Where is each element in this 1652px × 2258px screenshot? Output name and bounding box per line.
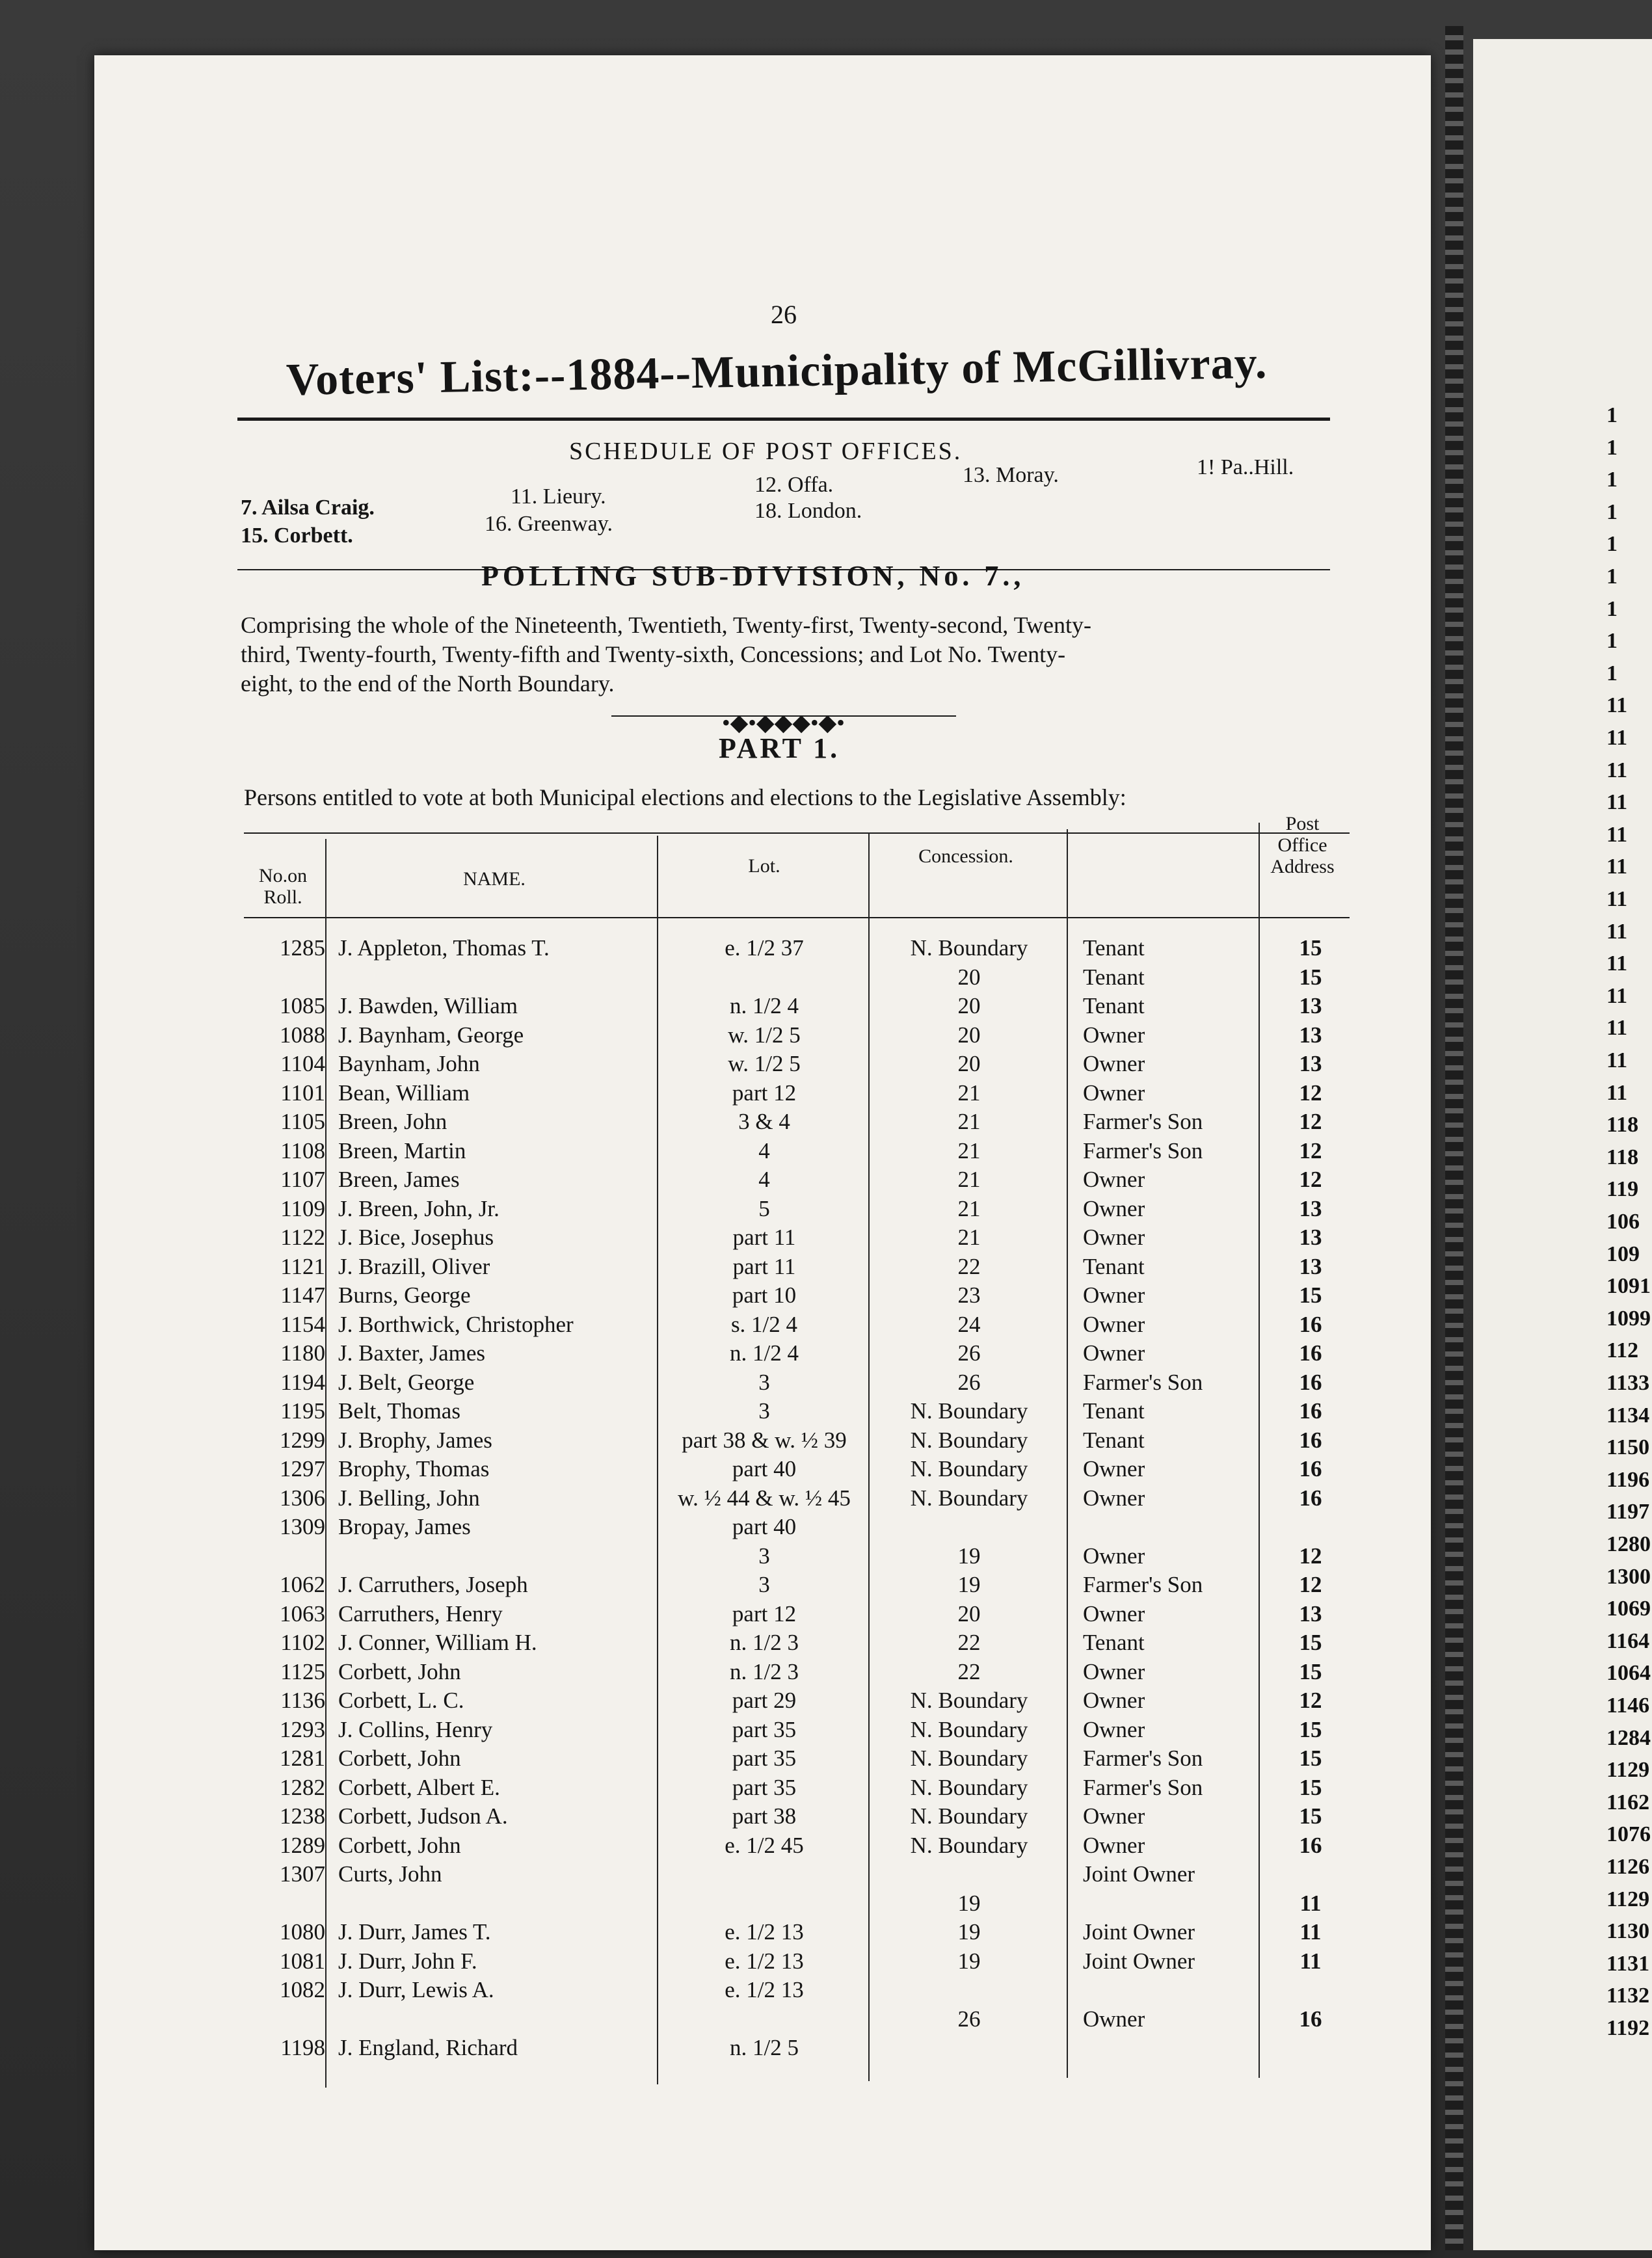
cell-po: 15 xyxy=(1299,1774,1322,1800)
cell-po: 15 xyxy=(1299,1716,1322,1742)
adjacent-roll-number: 1 xyxy=(1606,661,1618,685)
cell-po: 12 xyxy=(1299,1688,1322,1713)
cell-po: 15 xyxy=(1299,1803,1322,1829)
cell-name: J. England, Richard xyxy=(338,2035,518,2060)
cell-po: 16 xyxy=(1299,1340,1322,1366)
cell-name: J. Conner, William H. xyxy=(338,1630,537,1655)
cell-no: 1085 xyxy=(280,993,325,1018)
cell-name: Burns, George xyxy=(338,1282,471,1308)
cell-status: Joint Owner xyxy=(1083,1948,1195,1974)
cell-no: 1147 xyxy=(280,1282,325,1308)
cell-status: Farmer's Son xyxy=(1083,1109,1203,1134)
cell-status: Tenant xyxy=(1083,1630,1145,1655)
column-divider xyxy=(1067,829,1068,2078)
cell-name: Belt, Thomas xyxy=(338,1398,460,1424)
adjacent-roll-number: 1 xyxy=(1606,629,1618,654)
cell-con: 24 xyxy=(957,1311,981,1337)
adjacent-roll-number: 119 xyxy=(1606,1177,1639,1202)
cell-status: Owner xyxy=(1083,1225,1145,1250)
cell-po: 16 xyxy=(1299,2006,1322,2032)
cell-lot: 5 xyxy=(758,1195,770,1221)
cell-lot: part 40 xyxy=(732,1514,797,1539)
cell-con: 19 xyxy=(957,1890,981,1916)
adjacent-roll-number: 118 xyxy=(1606,1113,1639,1137)
cell-no: 1195 xyxy=(280,1398,325,1424)
cell-status: Owner xyxy=(1083,1195,1145,1221)
cell-lot: part 38 xyxy=(732,1803,797,1829)
schedule-heading: SCHEDULE OF POST OFFICES. xyxy=(569,438,963,465)
cell-po: 11 xyxy=(1299,1948,1322,1974)
cell-con: 23 xyxy=(957,1282,981,1308)
cell-no: 1306 xyxy=(280,1485,325,1511)
cell-lot: 3 xyxy=(758,1543,770,1569)
cell-po: 15 xyxy=(1299,935,1322,961)
cell-po: 11 xyxy=(1299,1919,1322,1945)
adjacent-roll-number: 1 xyxy=(1606,564,1618,589)
adjacent-roll-number: 1146 xyxy=(1606,1693,1650,1718)
adjacent-roll-number: 11 xyxy=(1606,822,1628,847)
post-office-item: 18. London. xyxy=(754,499,862,523)
cell-lot: e. 1/2 37 xyxy=(725,935,804,961)
cell-no: 1198 xyxy=(280,2035,325,2060)
cell-con: N. Boundary xyxy=(910,1774,1028,1800)
post-office-item: 16. Greenway. xyxy=(485,512,613,536)
cell-status: Owner xyxy=(1083,1543,1145,1569)
cell-lot: n. 1/2 3 xyxy=(730,1658,799,1684)
header-post-office: Post Office Address xyxy=(1270,813,1335,877)
cell-no: 1281 xyxy=(280,1746,325,1771)
post-office-item: 15. Corbett. xyxy=(241,524,353,548)
persons-entitled-line: Persons entitled to vote at both Municipal elections and elections to the Legislative Assembly: xyxy=(244,784,1126,810)
cell-status: Tenant xyxy=(1083,993,1145,1018)
adjacent-roll-number: 1091 xyxy=(1606,1274,1651,1299)
cell-con: 21 xyxy=(957,1167,981,1192)
cell-no: 1125 xyxy=(280,1658,325,1684)
post-office-item: 1! Pa..Hill. xyxy=(1197,455,1294,479)
cell-con: 26 xyxy=(957,1340,981,1366)
cell-lot: e. 1/2 13 xyxy=(725,1977,804,2002)
header-concession: Concession. xyxy=(918,845,1013,867)
adjacent-roll-number: 1164 xyxy=(1606,1628,1650,1653)
cell-no: 1107 xyxy=(280,1167,325,1192)
cell-con: 21 xyxy=(957,1109,981,1134)
cell-name: Breen, Martin xyxy=(338,1137,466,1163)
cell-con: 26 xyxy=(957,2006,981,2032)
cell-po: 13 xyxy=(1299,1253,1322,1279)
post-office-item: 7. Ailsa Craig. xyxy=(241,496,375,520)
cell-name: J. Bice, Josephus xyxy=(338,1225,494,1250)
cell-no: 1293 xyxy=(280,1716,325,1742)
comprising-line: eight, to the end of the North Boundary. xyxy=(241,671,615,697)
cell-po: 15 xyxy=(1299,1746,1322,1771)
cell-name: J. Collins, Henry xyxy=(338,1716,493,1742)
adjacent-roll-number: 11 xyxy=(1606,887,1628,911)
cell-con: 19 xyxy=(957,1919,981,1945)
adjacent-roll-number: 11 xyxy=(1606,1016,1628,1041)
cell-status: Farmer's Son xyxy=(1083,1774,1203,1800)
cell-con: 21 xyxy=(957,1080,981,1106)
cell-lot: part 12 xyxy=(732,1080,797,1106)
cell-name: J. Breen, John, Jr. xyxy=(338,1195,500,1221)
cell-po: 12 xyxy=(1299,1572,1322,1597)
cell-name: J. Appleton, Thomas T. xyxy=(338,935,550,961)
cell-po: 16 xyxy=(1299,1456,1322,1481)
cell-name: J. Brophy, James xyxy=(338,1427,492,1453)
adjacent-roll-number: 1192 xyxy=(1606,2016,1650,2040)
adjacent-roll-number: 112 xyxy=(1606,1338,1639,1363)
adjacent-roll-number: 1300 xyxy=(1606,1564,1651,1589)
adjacent-roll-number: 1 xyxy=(1606,499,1618,524)
cell-po: 16 xyxy=(1299,1832,1322,1858)
cell-con: N. Boundary xyxy=(910,1832,1028,1858)
cell-name: J. Borthwick, Christopher xyxy=(338,1311,574,1337)
header-lot: Lot. xyxy=(748,855,780,877)
cell-no: 1285 xyxy=(280,935,325,961)
adjacent-roll-number: 11 xyxy=(1606,1080,1628,1105)
column-divider xyxy=(325,839,326,2088)
cell-no: 1282 xyxy=(280,1774,325,1800)
cell-po: 16 xyxy=(1299,1369,1322,1395)
cell-status: Owner xyxy=(1083,1716,1145,1742)
adjacent-roll-number: 1132 xyxy=(1606,1984,1650,2008)
adjacent-roll-number: 11 xyxy=(1606,983,1628,1008)
cell-con: N. Boundary xyxy=(910,1803,1028,1829)
cell-name: J. Bawden, William xyxy=(338,993,518,1018)
cell-con: 21 xyxy=(957,1225,981,1250)
cell-lot: s. 1/2 4 xyxy=(730,1311,798,1337)
cell-name: J. Carruthers, Joseph xyxy=(338,1572,528,1597)
cell-po: 12 xyxy=(1299,1109,1322,1134)
cell-status: Owner xyxy=(1083,1311,1145,1337)
decorative-ornament: •◆•◆◆◆•◆• xyxy=(722,710,845,736)
cell-no: 1063 xyxy=(280,1601,325,1627)
cell-no: 1122 xyxy=(280,1225,325,1250)
header-name: NAME. xyxy=(463,868,526,890)
adjacent-roll-number: 106 xyxy=(1606,1210,1640,1234)
adjacent-roll-number: 109 xyxy=(1606,1242,1640,1266)
cell-no: 1080 xyxy=(280,1919,325,1945)
cell-name: Corbett, John xyxy=(338,1658,461,1684)
cell-status: Owner xyxy=(1083,1456,1145,1481)
cell-no: 1081 xyxy=(280,1948,325,1974)
cell-no: 1088 xyxy=(280,1022,325,1048)
cell-no: 1289 xyxy=(280,1832,325,1858)
adjacent-roll-number: 11 xyxy=(1606,693,1628,718)
adjacent-roll-number: 1134 xyxy=(1606,1403,1650,1428)
comprising-line: third, Twenty-fourth, Twenty-fifth and Twenty-sixth, Concessions; and Lot No. Twenty- xyxy=(241,641,1066,667)
cell-po: 13 xyxy=(1299,1601,1322,1627)
cell-status: Owner xyxy=(1083,1601,1145,1627)
cell-lot: w. 1/2 5 xyxy=(728,1022,801,1048)
cell-con: 19 xyxy=(957,1572,981,1597)
cell-no: 1121 xyxy=(280,1253,325,1279)
cell-no: 1082 xyxy=(280,1977,325,2002)
adjacent-roll-number: 11 xyxy=(1606,726,1628,750)
cell-po: 12 xyxy=(1299,1080,1322,1106)
cell-name: Breen, James xyxy=(338,1167,460,1192)
cell-con: 19 xyxy=(957,1543,981,1569)
cell-status: Owner xyxy=(1083,1022,1145,1048)
cell-status: Tenant xyxy=(1083,1253,1145,1279)
page-title: Voters' List:--1884--Municipality of McGillivray. xyxy=(286,338,1268,405)
cell-no: 1309 xyxy=(280,1514,325,1539)
cell-po: 12 xyxy=(1299,1137,1322,1163)
adjacent-roll-number: 1162 xyxy=(1606,1790,1650,1814)
cell-con: N. Boundary xyxy=(910,1398,1028,1424)
cell-name: Baynham, John xyxy=(338,1051,480,1076)
adjacent-roll-number: 1133 xyxy=(1606,1371,1650,1395)
adjacent-roll-number: 1 xyxy=(1606,596,1618,621)
cell-status: Owner xyxy=(1083,1080,1145,1106)
title-rule xyxy=(237,418,1330,421)
adjacent-roll-number: 1197 xyxy=(1606,1500,1650,1524)
cell-con: 20 xyxy=(957,1022,981,1048)
table-top-rule xyxy=(244,832,1350,834)
cell-lot: n. 1/2 5 xyxy=(730,2035,799,2060)
cell-po: 16 xyxy=(1299,1427,1322,1453)
cell-name: J. Baxter, James xyxy=(338,1340,486,1366)
cell-status: Owner xyxy=(1083,1658,1145,1684)
page-number: 26 xyxy=(771,300,797,329)
cell-no: 1108 xyxy=(280,1137,325,1163)
cell-name: Corbett, Albert E. xyxy=(338,1774,500,1800)
cell-status: Owner xyxy=(1083,1832,1145,1858)
cell-con: N. Boundary xyxy=(910,1427,1028,1453)
cell-lot: part 10 xyxy=(732,1282,797,1308)
comprising-line: Comprising the whole of the Nineteenth, Twentieth, Twenty-first, Twenty-second, Twenty- xyxy=(241,612,1092,638)
adjacent-roll-number: 1131 xyxy=(1606,1951,1650,1976)
cell-lot: 3 & 4 xyxy=(738,1109,790,1134)
cell-lot: e. 1/2 45 xyxy=(725,1832,804,1858)
post-office-item: 11. Lieury. xyxy=(511,485,606,509)
cell-no: 1101 xyxy=(280,1080,325,1106)
adjacent-roll-number: 1130 xyxy=(1606,1919,1650,1944)
cell-status: Owner xyxy=(1083,1167,1145,1192)
cell-name: J. Durr, James T. xyxy=(338,1919,491,1945)
adjacent-roll-number: 1064 xyxy=(1606,1661,1651,1686)
cell-con: 26 xyxy=(957,1369,981,1395)
table-header-rule xyxy=(244,917,1350,918)
adjacent-roll-number: 11 xyxy=(1606,951,1628,976)
adjacent-roll-number: 1150 xyxy=(1606,1435,1650,1460)
adjacent-roll-number: 1 xyxy=(1606,468,1618,492)
cell-no: 1102 xyxy=(280,1630,325,1655)
post-office-item: 13. Moray. xyxy=(963,463,1059,487)
cell-con: 21 xyxy=(957,1195,981,1221)
cell-status: Joint Owner xyxy=(1083,1919,1195,1945)
cell-name: J. Belling, John xyxy=(338,1485,480,1511)
cell-status: Tenant xyxy=(1083,964,1145,990)
cell-status: Farmer's Son xyxy=(1083,1137,1203,1163)
adjacent-roll-number: 118 xyxy=(1606,1145,1639,1169)
cell-con: 22 xyxy=(957,1658,981,1684)
adjacent-roll-number: 1126 xyxy=(1606,1855,1650,1879)
adjacent-roll-number: 1069 xyxy=(1606,1597,1651,1621)
adjacent-roll-number: 11 xyxy=(1606,1048,1628,1072)
adjacent-roll-number: 11 xyxy=(1606,919,1628,944)
cell-con: 21 xyxy=(957,1137,981,1163)
cell-lot: n. 1/2 4 xyxy=(730,993,799,1018)
header-no-on-roll: No.on Roll. xyxy=(258,865,308,908)
cell-no: 1062 xyxy=(280,1572,325,1597)
cell-lot: w. 1/2 5 xyxy=(728,1051,801,1076)
cell-con: 20 xyxy=(957,1051,981,1076)
cell-con: N. Boundary xyxy=(910,1688,1028,1713)
adjacent-roll-number: 1196 xyxy=(1606,1467,1650,1492)
part-heading: PART 1. xyxy=(719,732,840,764)
post-office-item: 12. Offa. xyxy=(754,473,834,497)
cell-lot: n. 1/2 3 xyxy=(730,1630,799,1655)
cell-po: 16 xyxy=(1299,1398,1322,1424)
page-binding xyxy=(1445,26,1463,2250)
cell-no: 1154 xyxy=(280,1311,325,1337)
cell-con: N. Boundary xyxy=(910,1746,1028,1771)
cell-lot: 4 xyxy=(758,1137,770,1163)
adjacent-roll-number: 1099 xyxy=(1606,1306,1651,1331)
cell-lot: 3 xyxy=(758,1369,770,1395)
cell-lot: 4 xyxy=(758,1167,770,1192)
cell-lot: e. 1/2 13 xyxy=(725,1948,804,1974)
cell-status: Owner xyxy=(1083,1485,1145,1511)
column-divider xyxy=(1259,823,1260,2078)
cell-lot: 3 xyxy=(758,1572,770,1597)
cell-con: 20 xyxy=(957,964,981,990)
cell-po: 11 xyxy=(1299,1890,1322,1916)
cell-con: 20 xyxy=(957,1601,981,1627)
cell-name: Corbett, John xyxy=(338,1746,461,1771)
cell-name: J. Durr, Lewis A. xyxy=(338,1977,494,2002)
cell-status: Tenant xyxy=(1083,935,1145,961)
cell-lot: part 40 xyxy=(732,1456,797,1481)
adjacent-roll-number: 1 xyxy=(1606,403,1618,427)
cell-no: 1136 xyxy=(280,1688,325,1713)
cell-status: Tenant xyxy=(1083,1427,1145,1453)
cell-name: J. Baynham, George xyxy=(338,1022,524,1048)
adjacent-roll-number: 1 xyxy=(1606,532,1618,557)
adjacent-roll-number: 1129 xyxy=(1606,1758,1650,1783)
cell-con: 19 xyxy=(957,1948,981,1974)
cell-lot: e. 1/2 13 xyxy=(725,1919,804,1945)
cell-lot: part 11 xyxy=(732,1253,796,1279)
column-divider xyxy=(868,832,870,2081)
cell-name: Carruthers, Henry xyxy=(338,1601,503,1627)
cell-status: Owner xyxy=(1083,1688,1145,1713)
ornament-rule xyxy=(611,715,956,717)
adjacent-roll-number: 1280 xyxy=(1606,1532,1651,1556)
cell-name: Corbett, John xyxy=(338,1832,461,1858)
cell-lot: w. ½ 44 & w. ½ 45 xyxy=(678,1485,851,1511)
cell-status: Farmer's Son xyxy=(1083,1572,1203,1597)
cell-no: 1109 xyxy=(280,1195,325,1221)
cell-name: Corbett, Judson A. xyxy=(338,1803,508,1829)
cell-lot: part 29 xyxy=(732,1688,797,1713)
cell-con: 22 xyxy=(957,1253,981,1279)
cell-con: N. Boundary xyxy=(910,1456,1028,1481)
cell-no: 1180 xyxy=(280,1340,325,1366)
cell-po: 15 xyxy=(1299,1282,1322,1308)
cell-no: 1299 xyxy=(280,1427,325,1453)
cell-con: 20 xyxy=(957,993,981,1018)
cell-no: 1307 xyxy=(280,1861,325,1887)
cell-po: 13 xyxy=(1299,993,1322,1018)
adjacent-roll-number: 1076 xyxy=(1606,1822,1651,1847)
cell-po: 16 xyxy=(1299,1485,1322,1511)
cell-status: Owner xyxy=(1083,2006,1145,2032)
cell-lot: part 12 xyxy=(732,1601,797,1627)
adjacent-roll-number: 11 xyxy=(1606,855,1628,879)
cell-name: Bropay, James xyxy=(338,1514,471,1539)
adjacent-roll-number: 1 xyxy=(1606,435,1618,460)
cell-status: Tenant xyxy=(1083,1398,1145,1424)
cell-po: 12 xyxy=(1299,1167,1322,1192)
cell-status: Joint Owner xyxy=(1083,1861,1195,1887)
cell-po: 16 xyxy=(1299,1311,1322,1337)
cell-lot: part 38 & w. ½ 39 xyxy=(682,1427,847,1453)
cell-no: 1194 xyxy=(280,1369,325,1395)
cell-lot: part 11 xyxy=(732,1225,796,1250)
cell-name: J. Brazill, Oliver xyxy=(338,1253,490,1279)
cell-name: Brophy, Thomas xyxy=(338,1456,490,1481)
cell-no: 1105 xyxy=(280,1109,325,1134)
cell-status: Owner xyxy=(1083,1340,1145,1366)
cell-lot: part 35 xyxy=(732,1774,797,1800)
cell-status: Owner xyxy=(1083,1282,1145,1308)
cell-name: Corbett, L. C. xyxy=(338,1688,464,1713)
cell-po: 15 xyxy=(1299,1658,1322,1684)
adjacent-roll-number: 1284 xyxy=(1606,1725,1651,1750)
cell-no: 1238 xyxy=(280,1803,325,1829)
cell-name: J. Durr, John F. xyxy=(338,1948,477,1974)
cell-no: 1104 xyxy=(280,1051,325,1076)
cell-con: 22 xyxy=(957,1630,981,1655)
cell-status: Owner xyxy=(1083,1803,1145,1829)
cell-po: 13 xyxy=(1299,1051,1322,1076)
cell-con: N. Boundary xyxy=(910,935,1028,961)
cell-con: N. Boundary xyxy=(910,1716,1028,1742)
cell-con: N. Boundary xyxy=(910,1485,1028,1511)
cell-name: Bean, William xyxy=(338,1080,470,1106)
subdivision-heading: POLLING SUB-DIVISION, No. 7., xyxy=(481,560,1025,592)
cell-po: 12 xyxy=(1299,1543,1322,1569)
cell-name: J. Belt, George xyxy=(338,1369,475,1395)
cell-lot: part 35 xyxy=(732,1716,797,1742)
adjacent-roll-number: 11 xyxy=(1606,758,1628,782)
adjacent-roll-number: 11 xyxy=(1606,790,1628,815)
cell-no: 1297 xyxy=(280,1456,325,1481)
cell-lot: 3 xyxy=(758,1398,770,1424)
adjacent-roll-number: 1129 xyxy=(1606,1887,1650,1911)
cell-po: 15 xyxy=(1299,1630,1322,1655)
cell-name: Curts, John xyxy=(338,1861,442,1887)
cell-lot: part 35 xyxy=(732,1746,797,1771)
cell-name: Breen, John xyxy=(338,1109,447,1134)
cell-status: Owner xyxy=(1083,1051,1145,1076)
cell-po: 15 xyxy=(1299,964,1322,990)
cell-status: Farmer's Son xyxy=(1083,1369,1203,1395)
cell-lot: n. 1/2 4 xyxy=(730,1340,799,1366)
cell-po: 13 xyxy=(1299,1022,1322,1048)
cell-po: 13 xyxy=(1299,1195,1322,1221)
cell-po: 13 xyxy=(1299,1225,1322,1250)
cell-status: Farmer's Son xyxy=(1083,1746,1203,1771)
